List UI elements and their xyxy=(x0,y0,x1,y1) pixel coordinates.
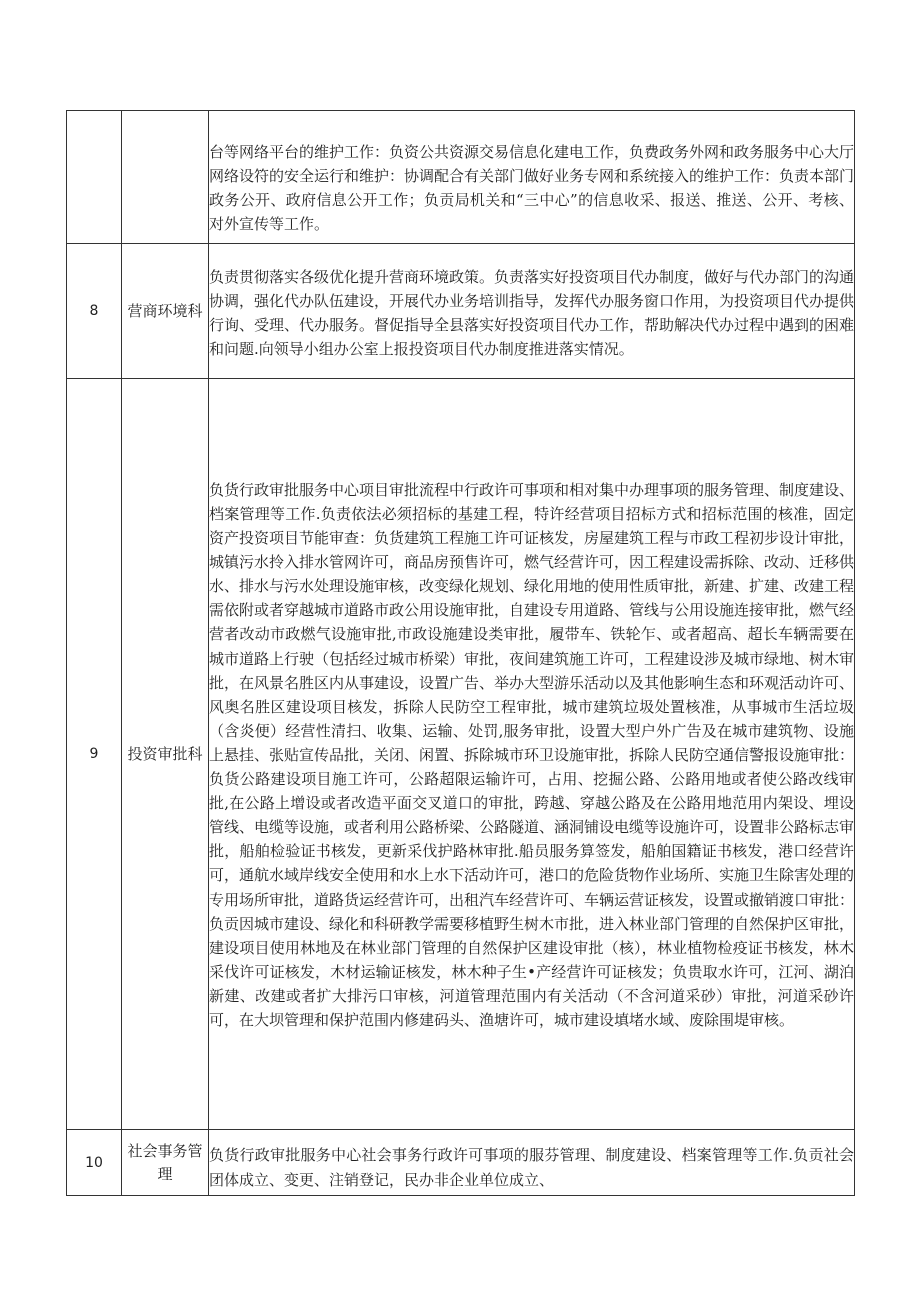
row-number: 9 xyxy=(67,379,122,1130)
duty-description: 负责贯彻落实各级优化提升营商环境政策。负责落实好投资项目代办制度，做好与代办部门的沟通协调，强化代办队伍建设，开展代办业务培训指导，发挥代办服务窗口作用，为投资项目代办提供行询、受理、代办服务。督促指导全县落实好投资项目代办工作，帮助解决代办过程中遇到的困难和问题.向领导小组办公室上报投资项目代办制度推进落实情况。 xyxy=(209,244,855,379)
table-row xyxy=(67,111,855,244)
table-row xyxy=(67,244,855,379)
department-name xyxy=(122,111,209,244)
row-number: 8 xyxy=(67,244,122,379)
row-number xyxy=(67,111,122,244)
duty-description: 负货行政审批服务中心社会事务行政许可事项的服芬管理、制度建设、档案管理等工作.负贡社会团体成立、变更、注销登记，民办非企业单位成立、 xyxy=(209,1130,855,1196)
duty-description: 负货行政审批服务中心项目审批流程中行政许可事项和相对集中办理事项的服务管理、制度建设、档案管理等工作.负责依法必须招标的基建工程，特许经营项目招标方式和招标范围的核准，固定资产投资项目节能审查：负货建筑工程施工许可证核发，房屋建筑工程与市政工程初步设计审批，城镇污水拎入排水管网许可，商品房预售许可，燃气经营许可，因工程建设需拆除、改动、迁移供水、排水与污水处理设施审核，改变绿化规划、绿化用地的使用性质审批，新建、扩建、改建工程需依附或者穿越城市道路市政公用设施审批，自建设专用道路、管线与公用设施连接审批，燃气经营者改动市政燃气设施审批,市政设施建设类审批，履带车、铁轮乍、或者超高、超长车辆需要在城市道路上行驶（包括经过城市桥梁）审批，夜间建筑施工许可，工程建设涉及城市绿地、树木审批，在风景名胜区内从事建设，设置广告、举办大型游乐活动以及其他影响生态和环观活动许可、风奥名胜区建设项目核发，拆除人民防空工程审批，城市建筑垃圾处置核准，从事城市生活垃圾（含炎便）经营性清扫、收集、运输、处罚,服务审批，设置大型户外广告及在城市建筑物、设施上悬挂、张贴宣传品批，关闭、闲置、拆除城市环卫设施审批，拆除人民防空通信警报设施审批：负货公路建设项目施工许可，公路超限运输许可，占用、挖掘公路、公路用地或者使公路改线审批,在公路上增设或者改造平面交叉道口的审批，跨越、穿越公路及在公路用地范用内架设、埋设管线、电缆等设施，或者利用公路桥梁、公路隧道、涵洞铺设电缆等设施许可，设置非公路标志审批，船舶检验证书核发，更新采伐护路林审批.船员服务算签发，船舶国籍证书核发，港口经营许可，通航水域岸线安全使用和水上水下活动许可，港口的危险货物作业场所、实施卫生除害处理的专用场所审批，道路货运经营许可，出租汽车经营许可、车辆运营证核发，设置或撤销渡口审批：负贡因城市建设、绿化和科研教学需要移植野生树木市批，进入林业部门管理的自然保护区审批，建设项目使用林地及在林业部门管理的自然保护区建设审批（核），林业植物检疫证书核发，林木采伐许可证核发，木材运输证核发，林木种子生•产经营许可证核发；负贵取水许可，江河、湖泊新建、改建或者扩大排污口审核，河道管理范围内有关活动（不含河道采砂）审批，河道采砂许可，在大坝管理和保护范围内修建码头、渔塘许可，城市建设填堵水域、废除围堤审核。 xyxy=(209,379,855,1130)
duty-table xyxy=(66,110,855,1196)
department-name: 社会事务管理 xyxy=(122,1130,209,1196)
row-number: 10 xyxy=(67,1130,122,1196)
table-row xyxy=(67,1130,855,1196)
department-name: 营商环境科 xyxy=(122,244,209,379)
duty-description: 台等网络平台的维护工作：负资公共资源交易信息化建电工作，负费政务外网和政务服务中心大厅网络设符的安全运行和维护：协调配合有关部门做好业务专网和系统接入的维护工作：负责本部门政务公开、政府信息公开工作；负贡局机关和“三中心”的信息收采、报送、推送、公开、考核、对外宣传等工作。 xyxy=(209,111,855,244)
table-row xyxy=(67,379,855,1130)
department-name: 投资审批科 xyxy=(122,379,209,1130)
